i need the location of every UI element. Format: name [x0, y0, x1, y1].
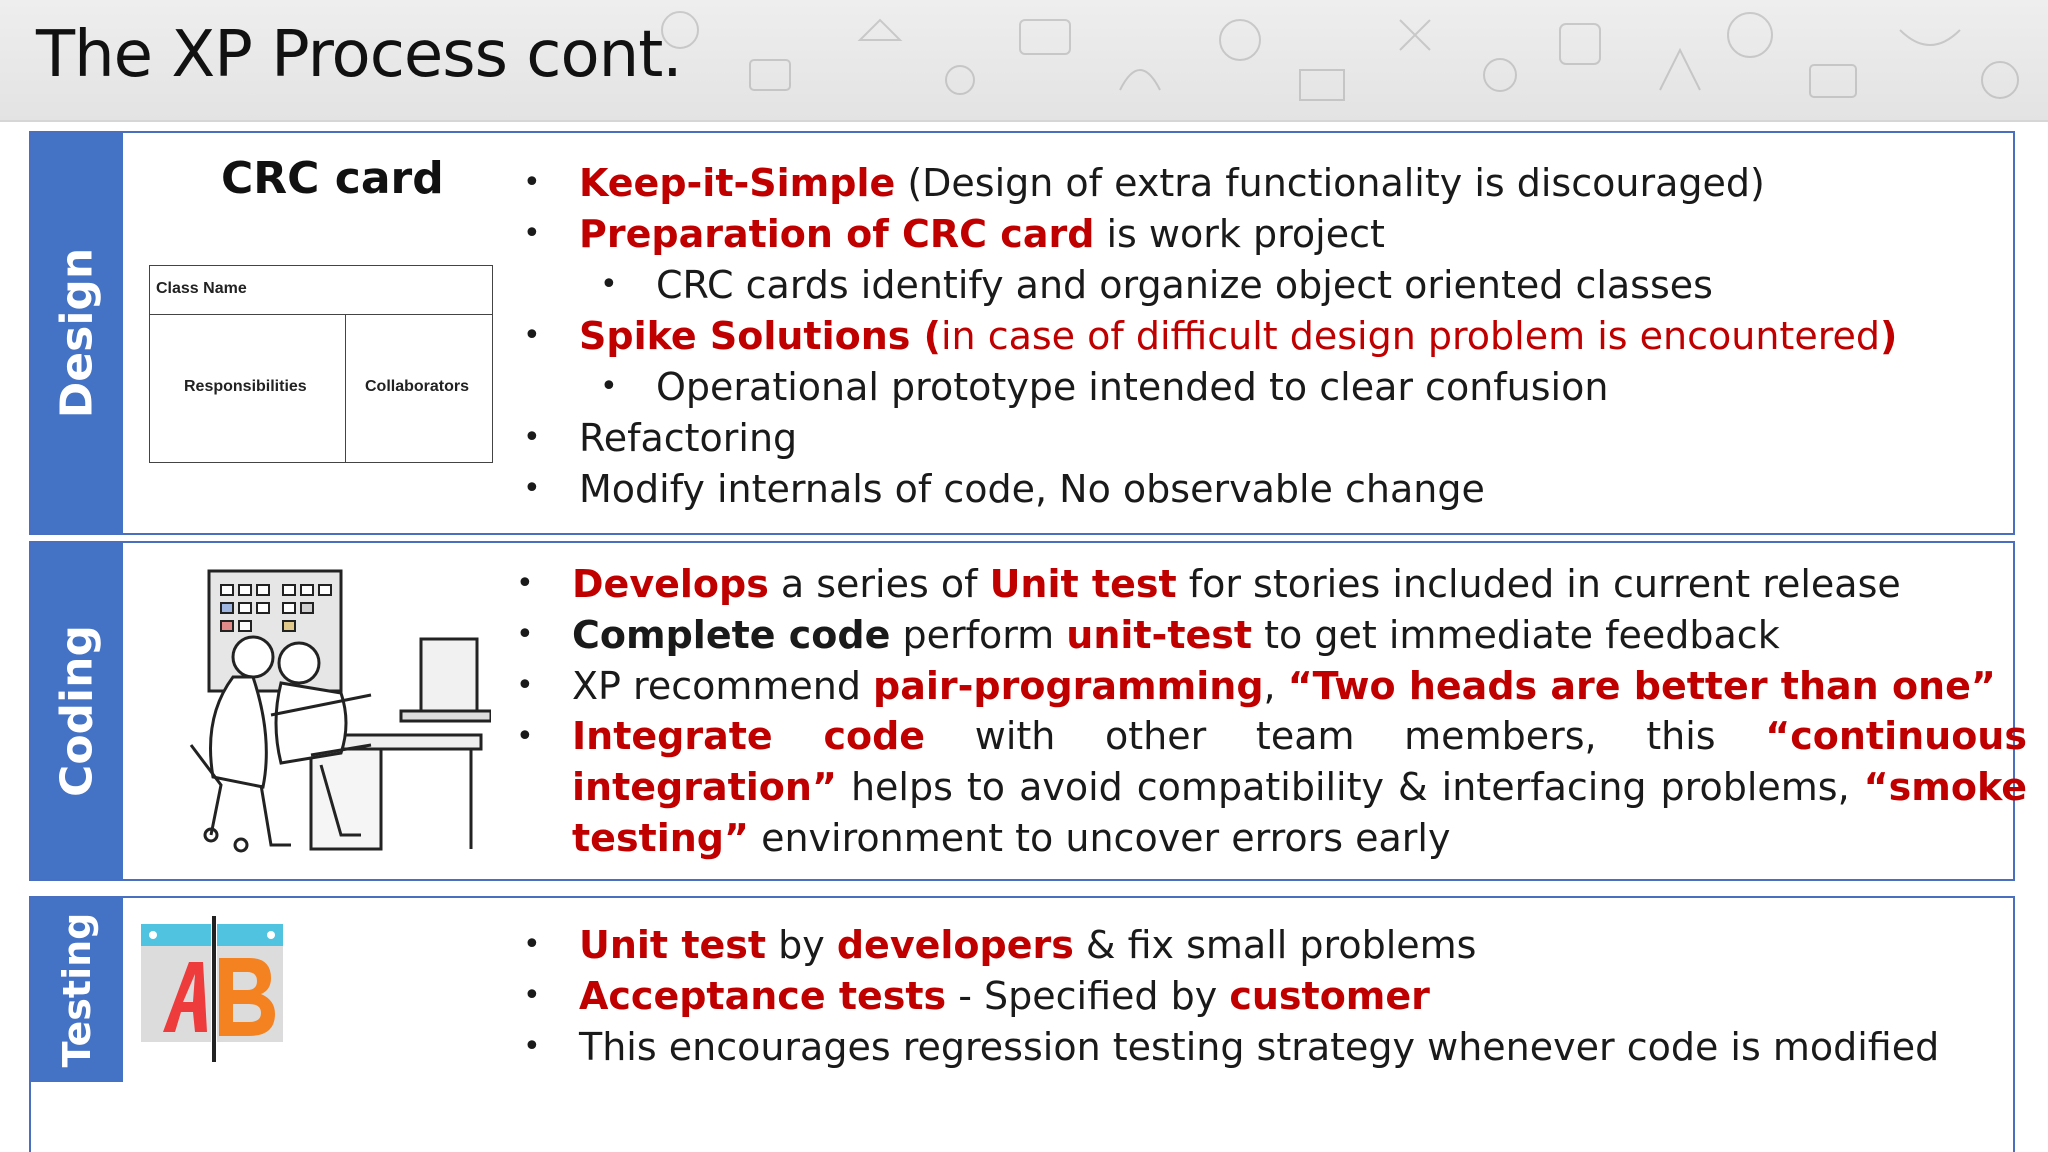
slide-title: The XP Process cont.	[36, 18, 682, 92]
crc-responsibilities: Responsibilities	[184, 378, 307, 395]
bullet-dot: •	[523, 927, 541, 962]
slide-header	[0, 0, 2048, 122]
bullet-dot: •	[516, 719, 534, 754]
crc-class-name: Class Name	[156, 280, 247, 297]
design-bullet-4	[523, 415, 798, 461]
bullet-text: Operational prototype intended to clear confusion	[656, 365, 1609, 409]
bullet-dot: •	[516, 617, 534, 652]
coding-bullet-4	[572, 711, 2027, 864]
bullet-text: CRC cards identify and organize object oriented classes	[656, 263, 1713, 307]
design-bullet-2	[523, 211, 1385, 257]
bullet-dot: •	[523, 978, 541, 1013]
bullet-highlight: developers	[836, 923, 1074, 967]
bullet-highlight: customer	[1229, 974, 1430, 1018]
bullet-text: for stories included in current release	[1176, 562, 1901, 606]
crc-divider-horizontal	[150, 314, 492, 315]
pair-programming-icon	[171, 565, 491, 855]
design-bullet-1	[523, 160, 1765, 206]
design-sub-bullet-2	[600, 364, 1609, 410]
bullet-highlight: Keep-it-Simple	[579, 161, 896, 205]
bullet-text: (Design of extra functionality is discouraged)	[895, 161, 1765, 205]
testing-bullet-2	[523, 973, 1430, 1019]
bullet-dot: •	[523, 1029, 541, 1064]
bullet-text: - Specified by	[946, 974, 1230, 1018]
coding-panel	[29, 541, 2027, 881]
bullet-dot: •	[523, 165, 541, 200]
bullet-text: Modify internals of code, No observable change	[579, 467, 1485, 511]
design-panel	[29, 131, 2015, 535]
bullet-text: by	[766, 923, 837, 967]
bullet-dot: •	[516, 668, 534, 703]
design-sub-bullet-1	[600, 262, 1713, 308]
bullet-dot: •	[523, 420, 541, 455]
bullet-bold: Complete code	[572, 613, 891, 657]
bullet-text: helps to avoid compatibility & interfacing problems,	[836, 765, 1864, 809]
crc-divider-vertical	[345, 314, 346, 462]
design-tab	[31, 133, 123, 533]
bullet-highlight: pair-programming	[873, 664, 1264, 708]
design-tab-label: Design	[51, 247, 103, 419]
coding-tab	[31, 543, 123, 879]
bullet-text: environment to uncover errors early	[748, 816, 1451, 860]
bullet-highlight: Unit test	[989, 562, 1177, 606]
bullet-highlight: Acceptance tests	[579, 974, 947, 1018]
bullet-text: to get immediate feedback	[1252, 613, 1780, 657]
bullet-highlight: unit-test	[1066, 613, 1253, 657]
bullet-highlight: Unit test	[579, 923, 767, 967]
bullet-dot: •	[523, 216, 541, 251]
testing-tab	[31, 898, 123, 1082]
crc-card-diagram	[149, 265, 493, 463]
bullet-dot: •	[600, 369, 618, 404]
bullet-text: This encourages regression testing strategy whenever code is modified	[579, 1025, 1940, 1069]
design-bullet-3	[523, 313, 1898, 359]
bullet-highlight-normal: in case of difficult design problem is encountered	[940, 314, 1880, 358]
bullet-text: perform	[890, 613, 1067, 657]
bullet-highlight: “smoke testing”	[572, 765, 2027, 860]
bullet-highlight: “continuous integration”	[572, 714, 2027, 809]
bullet-highlight: “Two heads are better than one”	[1287, 664, 1996, 708]
bullet-text: ,	[1263, 664, 1288, 708]
bullet-dot: •	[523, 471, 541, 506]
design-bullet-5	[523, 466, 1485, 512]
bullet-dot: •	[516, 566, 534, 601]
bullet-text: XP recommend	[572, 664, 874, 708]
bullet-text: a series of	[768, 562, 990, 606]
testing-tab-label: Testing	[55, 912, 99, 1068]
bullet-highlight: Preparation of CRC card	[579, 212, 1095, 256]
coding-bullet-3	[516, 663, 1996, 709]
background-doodles-icon	[600, 0, 2048, 120]
testing-bullet-3	[523, 1024, 1940, 1070]
bullet-text: & fix small problems	[1073, 923, 1477, 967]
testing-panel	[29, 896, 2015, 1152]
crc-card-title: CRC card	[221, 153, 444, 204]
bullet-dot: •	[523, 318, 541, 353]
coding-tab-label: Coding	[51, 625, 103, 797]
crc-collaborators: Collaborators	[365, 378, 470, 395]
bullet-text: is work project	[1094, 212, 1385, 256]
bullet-dot: •	[600, 267, 618, 302]
bullet-text: with other team members, this	[925, 714, 1766, 758]
bullet-highlight: Develops	[572, 562, 769, 606]
ab-testing-icon	[137, 914, 287, 1064]
bullet-highlight: Spike Solutions (	[579, 314, 941, 358]
bullet-text: Refactoring	[579, 416, 798, 460]
bullet-highlight: )	[1879, 314, 1898, 358]
testing-bullet-1	[523, 922, 1477, 968]
coding-bullet-1	[516, 561, 1901, 607]
bullet-highlight: Integrate code	[572, 714, 926, 758]
coding-bullet-2	[516, 612, 1780, 658]
